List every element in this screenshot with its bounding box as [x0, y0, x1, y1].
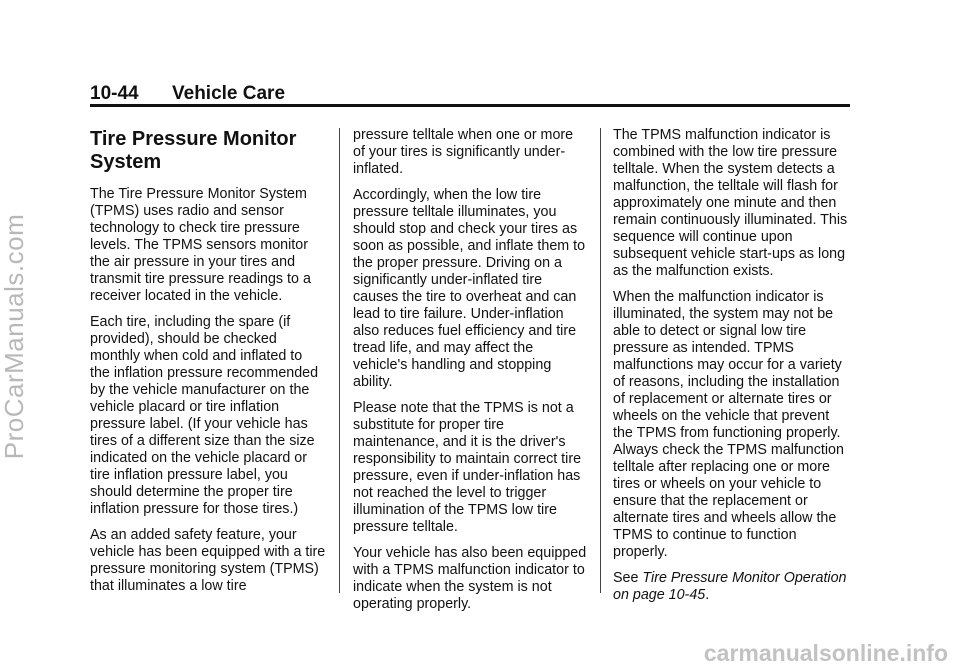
side-watermark-text: ProCarManuals.com	[0, 213, 30, 459]
section-title: Vehicle Care	[172, 83, 286, 104]
paragraph: Your vehicle has also been equipped with a TPMS malfunction indicator to indicate when the system is not operating properly.	[353, 545, 587, 612]
column-divider	[339, 128, 340, 593]
column-2	[353, 127, 589, 622]
paragraph: The Tire Pressure Monitor System (TPMS) uses radio and sensor technology to check tire pressure levels. The TPMS sensors monitor the air pressure in your tires and transmit tire pressure readings to a receiver located in the vehicle.	[90, 186, 311, 304]
see-suffix: .	[705, 587, 710, 603]
paragraph: As an added safety feature, your vehicle has been equipped with a tire pressure monitoring system (TPMS) that illuminates a low tire	[90, 527, 326, 594]
see-prefix: See	[613, 570, 643, 586]
page-number: 10-44	[90, 83, 139, 104]
heading-line-1: Tire Pressure Monitor	[90, 128, 297, 150]
side-watermark	[0, 0, 30, 672]
heading-line-2: System	[90, 151, 162, 173]
paragraph: When the malfunction indicator is illuminated, the system may not be able to detect or signal low tire pressure as intended. TPMS malfunctions may occur for a variety of reasons, including the installation of replacement or alternate tires or wheels on the vehicle that prevent the TPMS from functioning properly. Always check the TPMS malfunction telltale after replacing one or more tires or wheels on your vehicle to ensure that the replacement or alternate tires and wheels allow the TPMS to continue to function properly.	[613, 289, 844, 560]
page-header	[90, 82, 850, 106]
column-1	[90, 128, 326, 604]
bottom-watermark: carmanualsonline.info	[703, 640, 948, 666]
column-divider	[600, 128, 601, 593]
paragraph: pressure telltale when one or more of your tires is significantly under-inflated.	[353, 127, 574, 177]
paragraph: Accordingly, when the low tire pressure telltale illuminates, you should stop and check your tires as soon as possible, and inflate them to the proper pressure. Driving on a significantly under-inflated tire causes the tire to overheat and can lead to tire failure. Under-inflation also reduces fuel efficiency and tire tread life, and may affect the vehicle's handling and stopping ability.	[353, 187, 586, 390]
paragraph: Please note that the TPMS is not a substitute for proper tire maintenance, and it is the driver's responsibility to maintain correct tire pressure, even if under-inflation has not reached the level to trigger illumination of the TPMS low tire pressure telltale.	[353, 400, 582, 535]
see-also	[613, 570, 849, 604]
paragraph: Each tire, including the spare (if provided), should be checked monthly when cold and inflated to the inflation pressure recommended by the vehicle manufacturer on the vehicle placard or tire inflation pressure label. (If your vehicle has tires of a different size than the size indicated on the vehicle placard or tire inflation pressure label, you should determine the proper tire inflation pressure for those tires.)	[90, 314, 319, 517]
cross-reference-link[interactable]: Tire Pressure Monitor Operation on page 10-45	[613, 570, 847, 603]
paragraph: The TPMS malfunction indicator is combined with the low tire pressure telltale. When the system detects a malfunction, the telltale will flash for approximately one minute and then remain continuously illuminated. This sequence will continue upon subsequent vehicle start-ups as long as the malfunction exists.	[613, 127, 848, 279]
header-rule	[90, 104, 850, 107]
article-heading	[90, 128, 326, 174]
column-3	[613, 127, 849, 613]
